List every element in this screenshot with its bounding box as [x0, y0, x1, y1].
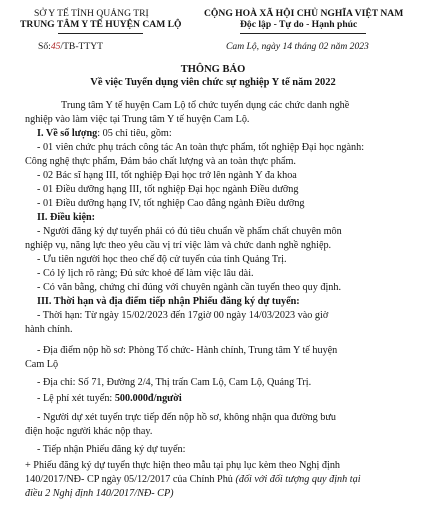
- document-title: THÔNG BÁO: [180, 64, 246, 75]
- header-right-underline: [240, 33, 366, 34]
- section-2-item-4: - Có văn bằng, chứng chỉ đúng với chuyên ngành cần tuyển theo quy định.: [37, 282, 342, 293]
- ministry-name: SỞ Y TẾ TỈNH QUẢNG TRỊ: [34, 8, 149, 19]
- section-1-item-1a: - 01 viên chức phụ trách công tác An toàn thực phẩm, tốt nghiệp Đại học ngành:: [37, 142, 365, 153]
- section-2-item-2: - Ưu tiên người học theo chế độ cử tuyển của tỉnh Quảng Trị.: [37, 254, 287, 265]
- section-3-item-7a: + Phiếu đăng ký dự tuyển thực hiện theo mẫu tại phụ lục kèm theo Nghị định: [25, 460, 341, 471]
- section-3-item-1a: - Thời hạn: Từ ngày 15/02/2023 đến 17giờ 00 ngày 14/03/2023 vào giờ: [37, 310, 329, 321]
- section-3-heading: III. Thời hạn và địa điểm tiếp nhận Phiếu đăng ký dự tuyển:: [37, 296, 300, 307]
- section-1-item-4: - 01 Điều dưỡng hạng IV, tốt nghiệp Cao đẳng ngành Điều dưỡng: [37, 198, 305, 209]
- place-date: Cam Lộ, ngày 14 tháng 02 năm 2023: [226, 41, 369, 52]
- country-name: CỘNG HOÀ XÃ HỘI CHỦ NGHĨA VIỆT NAM: [204, 8, 404, 19]
- section-3-item-5a: - Người dự xét tuyển trực tiếp đến nộp hồ sơ, không nhận qua đường bưu: [37, 412, 336, 423]
- section-1-item-3: - 01 Điều dưỡng hạng III, tốt nghiệp Đại học ngành Điều dưỡng: [37, 184, 299, 195]
- section-1-count: : 05 chỉ tiêu, gồm:: [97, 128, 172, 139]
- doc-number-suffix: /TB-TTYT: [60, 41, 104, 52]
- section-3-item-5b: điện hoặc người khác nộp thay.: [25, 426, 153, 437]
- section-3-item-2b: Cam Lộ: [25, 359, 59, 370]
- section-1-title: I. Về số lượng: [37, 128, 98, 139]
- document-subject: Về việc Tuyển dụng viên chức sự nghiệp Y tế năm 2022: [90, 77, 336, 88]
- intro-line-1: Trung tâm Y tế huyện Cam Lộ tổ chức tuyển dụng các chức danh nghề: [61, 100, 350, 111]
- section-2-item-1a: - Người đăng ký dự tuyển phải có đủ tiêu chuẩn về phẩm chất chuyên môn: [37, 226, 342, 237]
- decree-note: (đối với đối tượng quy định tại: [235, 474, 361, 485]
- section-3-item-3: - Địa chỉ: Số 71, Đường 2/4, Thị trấn Cam Lộ, Cam Lộ, Quảng Trị.: [37, 377, 312, 388]
- section-2-heading: II. Điều kiện:: [37, 212, 96, 223]
- motto: Độc lập - Tự do - Hạnh phúc: [240, 19, 358, 30]
- fee-amount: 500.000đ/người: [114, 393, 182, 404]
- section-3-item-2a: - Địa điểm nộp hồ sơ: Phòng Tổ chức- Hành chính, Trung tâm Y tế huyện: [37, 345, 338, 356]
- unit-name: TRUNG TÂM Y TẾ HUYỆN CAM LỘ: [20, 19, 182, 30]
- section-1-heading: [37, 128, 172, 140]
- doc-number-handwritten: 45: [50, 41, 61, 52]
- decree-reference: 140/2017/NĐ- CP ngày 05/12/2017 của Chính Phủ: [25, 474, 236, 485]
- section-2-item-3: - Có lý lịch rõ ràng; Đủ sức khoẻ để làm việc lâu dài.: [37, 268, 254, 279]
- fee-label: - Lệ phí xét tuyển:: [37, 393, 115, 404]
- section-3-item-1b: hành chính.: [25, 324, 73, 335]
- section-1-item-1b: Công nghệ thực phẩm, Đảm bảo chất lượng và an toàn thực phẩm.: [25, 156, 296, 167]
- section-3-item-4: [37, 393, 182, 405]
- doc-number-prefix: Số:: [38, 41, 51, 52]
- section-3-item-7c: điều 2 Nghị định 140/2017/NĐ- CP): [25, 488, 174, 499]
- intro-line-2: nghiệp vào làm việc tại Trung tâm Y tế huyện Cam Lộ.: [25, 114, 250, 125]
- document-number: [38, 41, 103, 52]
- section-3-item-6: - Tiếp nhận Phiếu đăng ký dự tuyển:: [37, 444, 186, 455]
- section-2-item-1b: nghiệp vụ, năng lực theo yêu cầu vị trí việc làm và chức danh nghề nghiệp.: [25, 240, 332, 251]
- header-left-underline: [58, 33, 143, 34]
- section-3-item-7b: [25, 474, 361, 486]
- section-1-item-2: - 02 Bác sĩ hạng III, tốt nghiệp Đại học trở lên ngành Y đa khoa: [37, 170, 297, 181]
